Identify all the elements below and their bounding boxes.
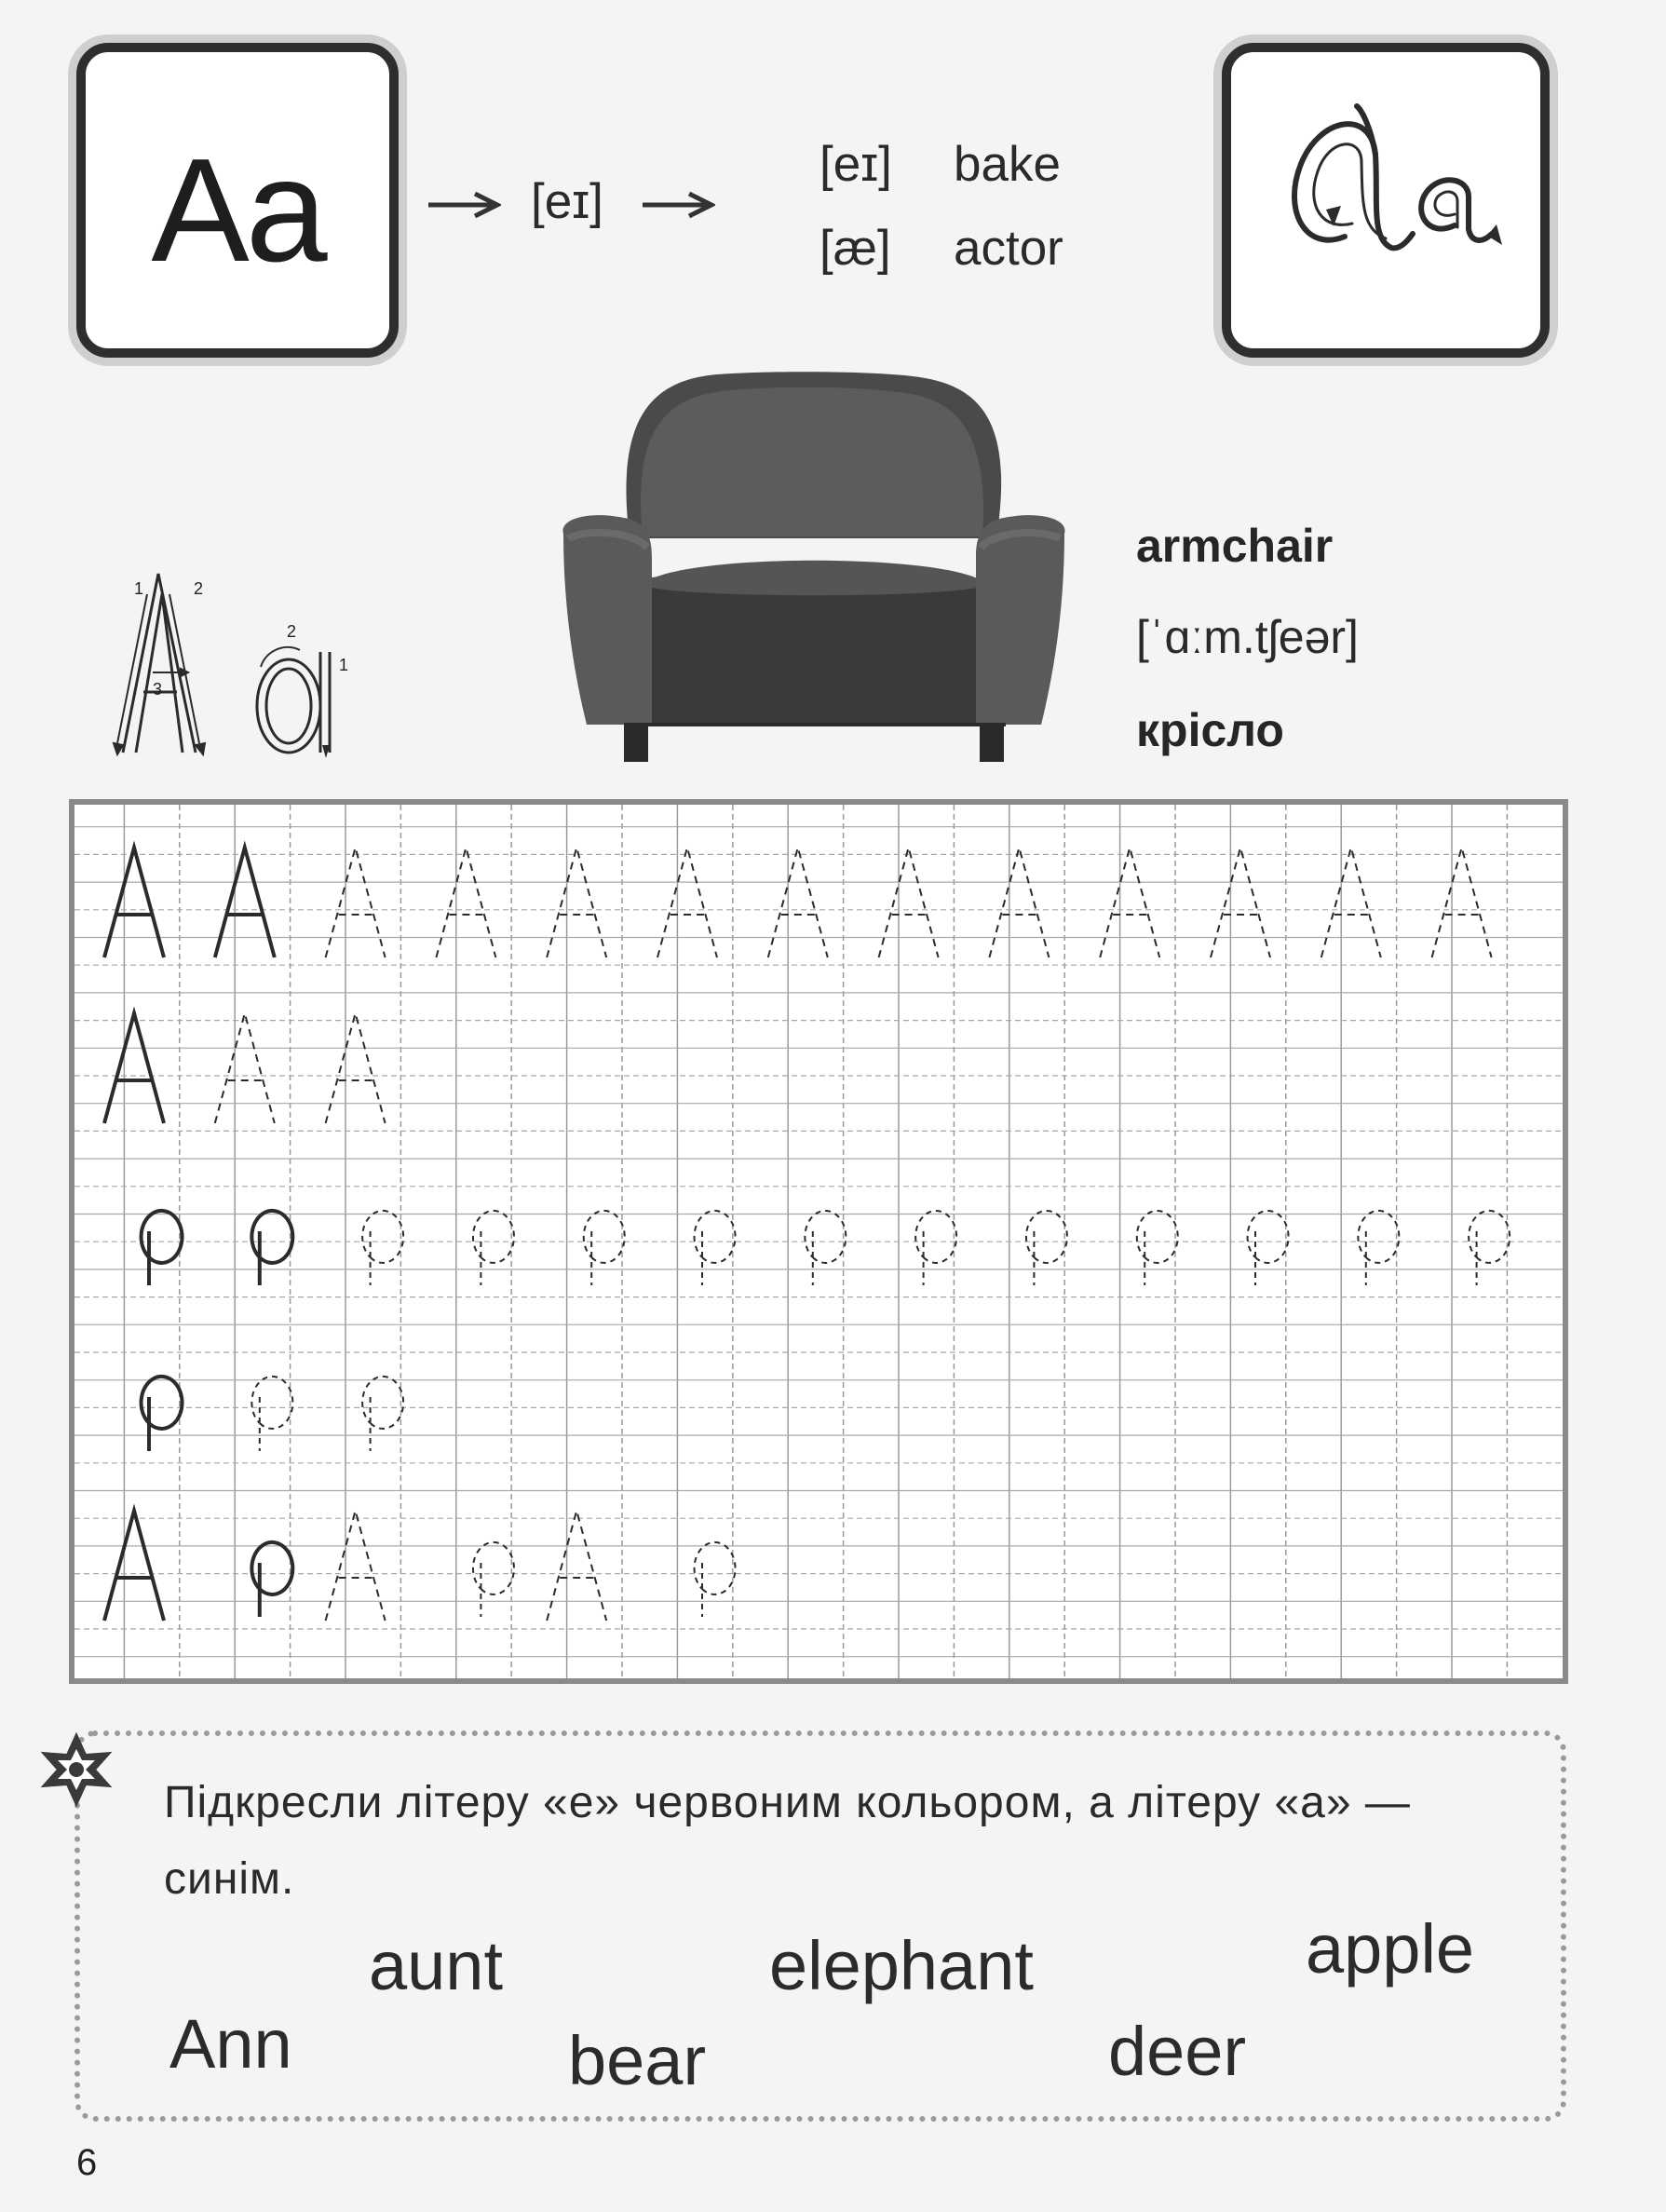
cursive-letters-icon [1231,52,1540,348]
word-ukrainian: крісло [1136,704,1284,756]
stroke-num-A-1: 1 [134,579,144,598]
sound-word-2: actor [954,221,1063,276]
stroke-num-A-3: 3 [153,680,163,699]
stroke-num-a-2: 2 [287,622,297,641]
sound-ipa-1: [eɪ] [819,137,892,192]
letter-card-cursive [1222,43,1550,358]
sound-main: [eɪ] [531,174,603,229]
arrow-right-icon [641,191,715,219]
letter-print: Aa [151,129,324,292]
word-transcription: [ˈɑːm.tʃeər] [1136,611,1359,663]
page-number: 6 [76,2142,98,2183]
sound-ipa-2: [æ] [819,221,891,276]
word-english: armchair [1136,520,1334,572]
letter-card-print [76,43,399,358]
armchair-icon [559,361,1069,764]
stroke-order-guide [102,566,363,762]
word-ann: Ann [169,2005,292,2083]
word-bear: bear [568,2022,707,2099]
arrow-right-icon [427,191,501,219]
word-aunt: aunt [369,1927,504,2004]
task-instruction: Підкресли літеру «е» червоним кольором, а літеру «а» — синім. [164,1778,1411,1904]
sound-word-1: bake [954,137,1061,192]
word-elephant: elephant [769,1927,1034,2004]
stroke-num-A-2: 2 [194,579,204,598]
practice-grid [69,799,1568,1684]
word-deer: deer [1108,2013,1247,2090]
stroke-num-a-1: 1 [339,656,349,674]
star-icon [37,1730,115,1809]
word-apple: apple [1306,1910,1475,1988]
